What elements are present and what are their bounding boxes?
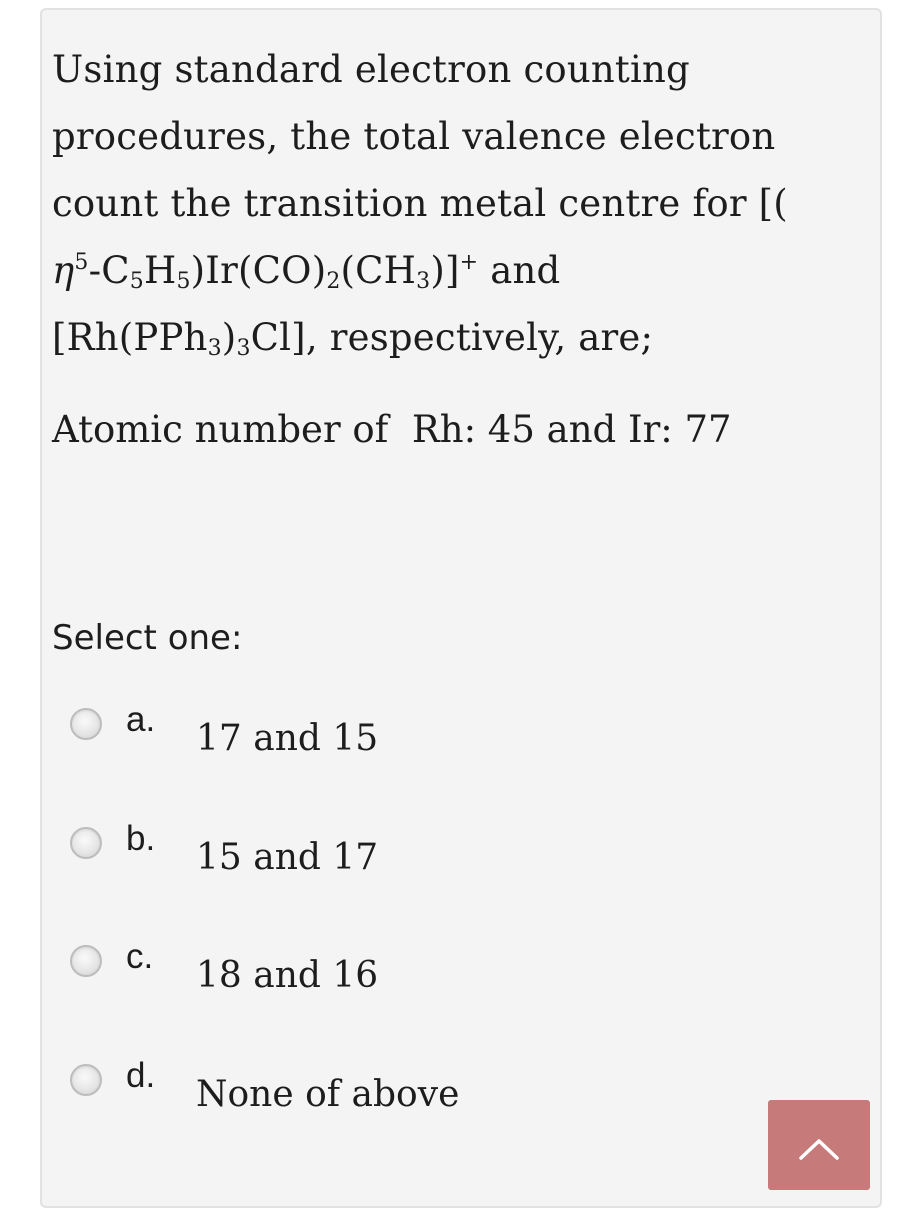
formula-text: ) (221, 316, 237, 359)
formula-text: and (478, 249, 561, 292)
question-line: procedures, the total valence electron (52, 115, 776, 158)
rhodium-complex-formula (52, 304, 812, 371)
iridium-complex-formula (52, 237, 812, 304)
formula-subscript: 5 (176, 269, 191, 294)
formula-text: (CH (340, 249, 417, 292)
option-letter: a. (126, 700, 156, 739)
option-a-radio[interactable] (70, 708, 102, 740)
option-text[interactable]: None of above (196, 1074, 460, 1115)
formula-text: )Ir(CO) (190, 249, 327, 292)
select-one-label: Select one: (52, 618, 243, 658)
formula-text: Cl], respectively, are; (250, 316, 654, 359)
option-letter: c. (126, 937, 154, 976)
charge-superscript: + (459, 250, 479, 275)
option-letter: d. (126, 1056, 156, 1095)
formula-text: -C (88, 249, 130, 292)
option-c[interactable] (70, 937, 670, 1015)
option-d-radio[interactable] (70, 1064, 102, 1096)
formula-text: H (144, 249, 177, 292)
option-c-radio[interactable] (70, 945, 102, 977)
atomic-number-info: Atomic number of Rh: 45 and Ir: 77 (52, 408, 732, 451)
formula-subscript: 3 (207, 336, 222, 361)
eta-symbol: η (52, 249, 75, 292)
hapticity-superscript: 5 (74, 250, 89, 275)
option-text[interactable]: 17 and 15 (196, 718, 379, 759)
question-line: count the transition metal centre for [( (52, 182, 788, 225)
option-b-radio[interactable] (70, 827, 102, 859)
chevron-up-icon (799, 1138, 839, 1160)
formula-text: [Rh(PPh (52, 316, 208, 359)
option-letter: b. (126, 819, 156, 858)
option-b[interactable] (70, 819, 670, 897)
option-text[interactable]: 15 and 17 (196, 837, 379, 878)
option-text[interactable]: 18 and 16 (196, 955, 379, 996)
option-a[interactable] (70, 700, 670, 778)
formula-text: )] (430, 249, 460, 292)
formula-subscript: 3 (416, 269, 431, 294)
back-to-top-button[interactable] (768, 1100, 870, 1190)
question-text (52, 36, 812, 371)
formula-subscript: 5 (129, 269, 144, 294)
option-d[interactable] (70, 1056, 670, 1134)
formula-subscript: 3 (236, 336, 251, 361)
formula-subscript: 2 (326, 269, 341, 294)
question-line: Using standard electron counting (52, 48, 690, 91)
